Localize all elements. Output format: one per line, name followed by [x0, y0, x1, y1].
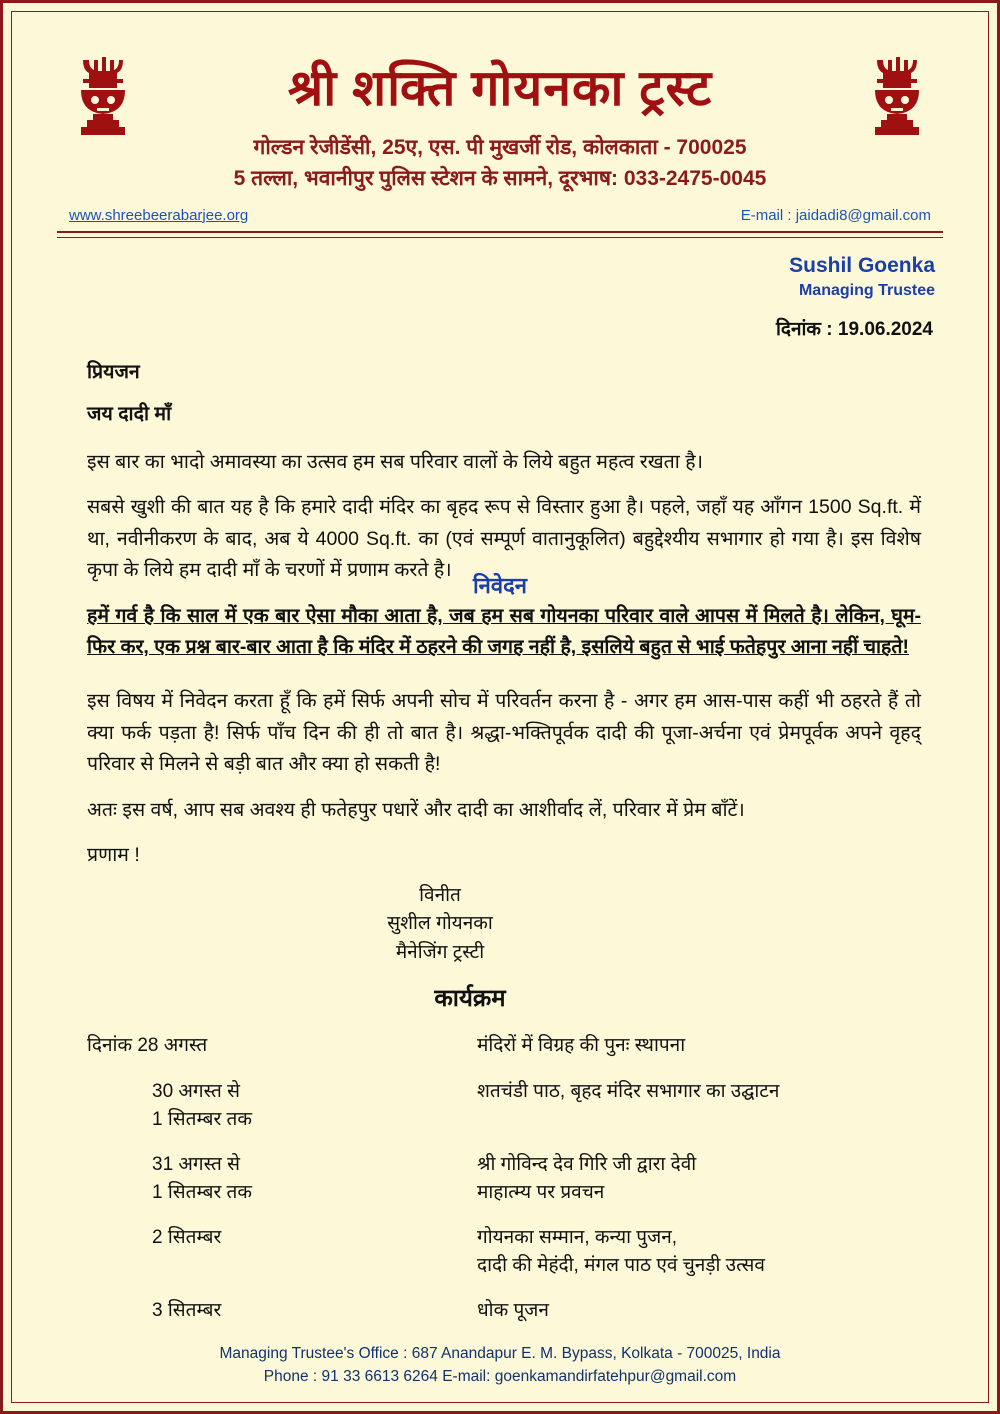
program-date: 3 सितम्बर	[152, 1300, 222, 1322]
program-schedule	[57, 1032, 943, 1324]
letter-date: दिनांक : 19.06.2024	[775, 319, 933, 341]
contact-row	[57, 207, 943, 224]
paragraph-4: इस विषय में निवेदन करता हूँ कि हमें सिर्फ अपनी सोच में परिवर्तन करना है - अगर हम आस-पास कहीं भी ठहरते हैं तो क्या फर्क पड़ता है! सिर्फ पाँच दिन की ही तो बात है। श्रद्धा-भक्तिपूर्वक दादी की पूजा-अर्चना एवं प्रेमपूर्वक अपने वृहद् परिवार से मिलने से बड़ी बात और क्या हो सकती है!	[87, 690, 921, 776]
trust-name: श्री शक्ति गोयनका ट्रस्ट	[287, 60, 713, 116]
paragraph-5: अतः इस वर्ष, आप सब अवश्य ही फतेहपुर पधारें और दादी का आशीर्वाद लें, परिवार में प्रेम बाँटें।	[87, 798, 745, 821]
trident-kalash-icon	[861, 52, 933, 144]
letter-heading: निवेदन	[472, 572, 528, 598]
letter-body	[57, 357, 943, 872]
program-date: 30 अगस्त से 1 सितम्बर तक	[152, 1081, 252, 1130]
program-date: 2 सितम्बर	[152, 1227, 222, 1249]
email-link[interactable]: E-mail : jaidadi8@gmail.com	[740, 206, 931, 224]
closing-line-1: विनीत	[419, 884, 461, 906]
table-row	[87, 1032, 913, 1060]
program-description: मंदिरों में विग्रह की पुनः स्थापना	[477, 1035, 686, 1057]
table-row	[87, 1151, 913, 1206]
closing-line-2: सुशील गोयनका	[387, 913, 493, 935]
table-row	[87, 1078, 913, 1133]
letterhead	[57, 42, 943, 238]
footer-line-2: Phone : 91 33 6613 6264 E-mail: goenkamandirfatehpur@gmail.com	[263, 1367, 737, 1385]
trident-kalash-icon	[67, 52, 139, 144]
signatory-block	[57, 252, 943, 302]
pranam-line: प्रणाम !	[87, 844, 140, 867]
address-line-2: 5 तल्ला, भवानीपुर पुलिस स्टेशन के सामने, दूरभाष: 033-2475-0045	[233, 167, 767, 190]
program-description: धोक पूजन	[477, 1300, 549, 1322]
website-link[interactable]: www.shreebeerabarjee.org	[69, 206, 249, 224]
closing-block	[57, 882, 943, 968]
signatory-role: Managing Trustee	[798, 281, 935, 299]
page-footer	[12, 1343, 988, 1388]
greeting: प्रियजन	[87, 361, 140, 384]
table-row	[87, 1297, 913, 1325]
page-inner-border	[11, 11, 989, 1403]
paragraph-3-underlined: हमें गर्व है कि साल में एक बार ऐसा मौका आता है, जब हम सब गोयनका परिवार वाले आपस में मिलते है। लेकिन, घूम-फिर कर, एक प्रश्न बार-बार आता है कि मंदिर में ठहरने की जगह नहीं है, इसलिये बहुत से भाई फतेहपुर आना नहीं चाहते!	[87, 604, 921, 659]
program-description: श्री गोविन्द देव गिरि जी द्वारा देवी माहात्म्य पर प्रवचन	[477, 1154, 697, 1203]
trust-address	[57, 132, 943, 195]
program-date: 31 अगस्त से 1 सितम्बर तक	[152, 1154, 252, 1203]
paragraph-1: इस बार का भादो अमावस्या का उत्सव हम सब परिवार वालों के लिये बहुत महत्व रखता है।	[87, 450, 703, 473]
paragraph-2: सबसे खुशी की बात यह है कि हमारे दादी मंदिर का बृहद रूप से विस्तार हुआ है। पहले, जहाँ यह आँगन 1500 Sq.ft. में था, नवीनीकरण के बाद, अब ये 4000 Sq.ft. का (एवं सम्पूर्ण वातानुकूलित) बहुद्देश्यीय सभागार हो गया है। इस विशेष कृपा के लिये हम दादी माँ के चरणों में प्रणाम करते है।	[87, 496, 921, 582]
salutation: जय दादी माँ	[87, 403, 172, 426]
page-content	[12, 12, 988, 1402]
header-divider	[57, 231, 943, 238]
program-title: कार्यक्रम	[434, 985, 506, 1013]
program-date: दिनांक 28 अगस्त	[87, 1035, 208, 1057]
table-row	[87, 1224, 913, 1279]
program-description: गोयनका सम्मान, कन्या पुजन, दादी की मेहंदी, मंगल पाठ एवं चुनड़ी उत्सव	[477, 1227, 765, 1276]
footer-line-1: Managing Trustee's Office : 687 Anandapur E. M. Bypass, Kolkata - 700025, India	[219, 1345, 781, 1363]
closing-line-3: मैनेजिंग ट्रस्टी	[395, 941, 485, 963]
address-line-1: गोल्डन रेजीडेंसी, 25ए, एस. पी मुखर्जी रोड, कोलकाता - 700025	[253, 135, 747, 159]
signatory-name: Sushil Goenka	[789, 253, 935, 277]
program-description: शतचंडी पाठ, बृहद मंदिर सभागार का उद्घाटन	[477, 1081, 780, 1102]
